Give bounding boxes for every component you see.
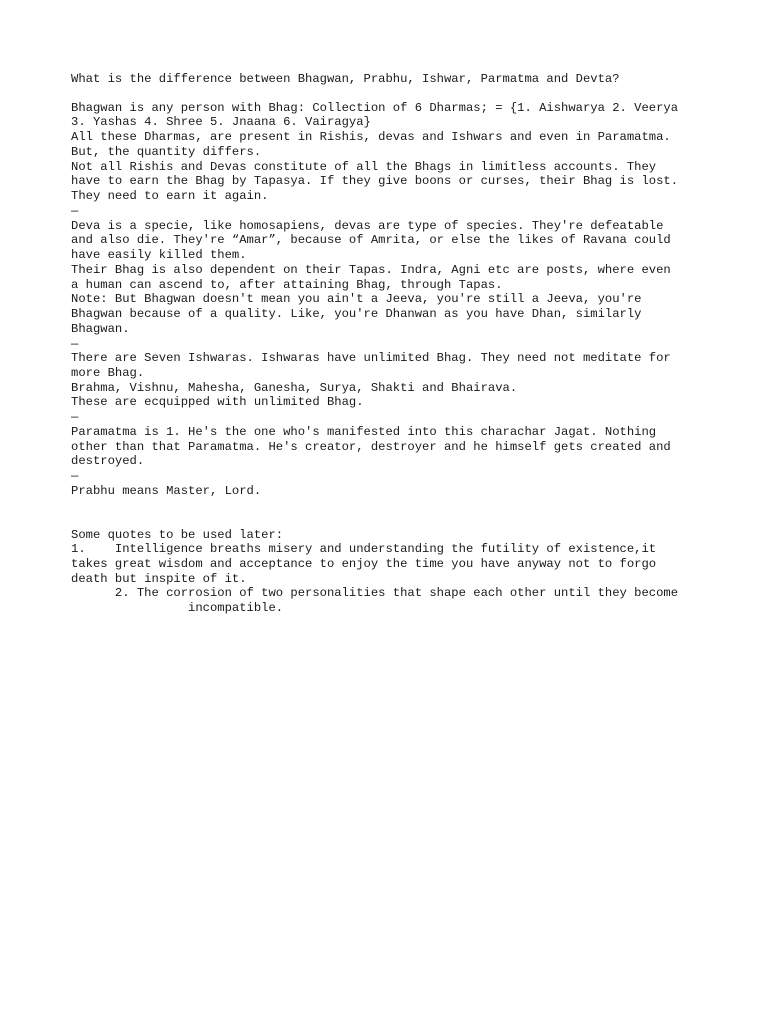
deva-line-1: Deva is a specie, like homosapiens, devas are type of species. They're defeatable	[71, 219, 664, 233]
bhagwan-line-2: 3. Yashas 4. Shree 5. Jnaana 6. Vairagya}	[71, 115, 371, 129]
deva-line-8: Bhagwan.	[71, 322, 130, 336]
ishwara-line-1: There are Seven Ishwaras. Ishwaras have unlimited Bhag. They need not meditate for	[71, 351, 671, 365]
deva-line-6: Note: But Bhagwan doesn't mean you ain't a Jeeva, you're still a Jeeva, you're	[71, 292, 642, 306]
question-heading: What is the difference between Bhagwan, Prabhu, Ishwar, Parmatma and Devta?	[71, 72, 620, 86]
separator-4: —	[71, 469, 79, 483]
ishwara-line-3: Brahma, Vishnu, Mahesha, Ganesha, Surya, Shakti and Bhairava.	[71, 381, 518, 395]
quote1-line-1: 1. Intelligence breaths misery and understanding the futility of existence,it	[71, 542, 657, 556]
prabhu-line: Prabhu means Master, Lord.	[71, 484, 262, 498]
bhagwan-line-4: But, the quantity differs.	[71, 145, 262, 159]
quote2-line-2: incompatible.	[71, 601, 284, 615]
quote2-line-1: 2. The corrosion of two personalities that shape each other until they become	[71, 586, 679, 600]
paramatma-line-3: destroyed.	[71, 454, 145, 468]
quote1-line-2: takes great wisdom and acceptance to enjoy the time you have anyway not to forgo	[71, 557, 657, 571]
separator-1: —	[71, 204, 79, 218]
bhagwan-line-3: All these Dharmas, are present in Rishis, devas and Ishwars and even in Paramatma.	[71, 130, 671, 144]
bhagwan-line-5: Not all Rishis and Devas constitute of all the Bhags in limitless accounts. They	[71, 160, 657, 174]
deva-line-2: and also die. They're “Amar”, because of Amrita, or else the likes of Ravana could	[71, 233, 671, 247]
ishwara-line-2: more Bhag.	[71, 366, 145, 380]
quote1-line-3: death but inspite of it.	[71, 572, 247, 586]
bhagwan-line-7: They need to earn it again.	[71, 189, 269, 203]
deva-line-5: a human can ascend to, after attaining Bhag, through Tapas.	[71, 278, 503, 292]
bhagwan-line-6: have to earn the Bhag by Tapasya. If they give boons or curses, their Bhag is lost.	[71, 174, 679, 188]
separator-3: —	[71, 410, 79, 424]
quotes-heading: Some quotes to be used later:	[71, 528, 284, 542]
ishwara-line-4: These are ecquipped with unlimited Bhag.	[71, 395, 364, 409]
paramatma-line-2: other than that Paramatma. He's creator, destroyer and he himself gets created and	[71, 440, 671, 454]
separator-2: —	[71, 337, 79, 351]
paramatma-line-1: Paramatma is 1. He's the one who's manifested into this charachar Jagat. Nothing	[71, 425, 657, 439]
deva-line-4: Their Bhag is also dependent on their Tapas. Indra, Agni etc are posts, where even	[71, 263, 671, 277]
bhagwan-line-1: Bhagwan is any person with Bhag: Collection of 6 Dharmas; = {1. Aishwarya 2. Veerya	[71, 101, 679, 115]
deva-line-3: have easily killed them.	[71, 248, 247, 262]
deva-line-7: Bhagwan because of a quality. Like, you're Dhanwan as you have Dhan, similarly	[71, 307, 642, 321]
